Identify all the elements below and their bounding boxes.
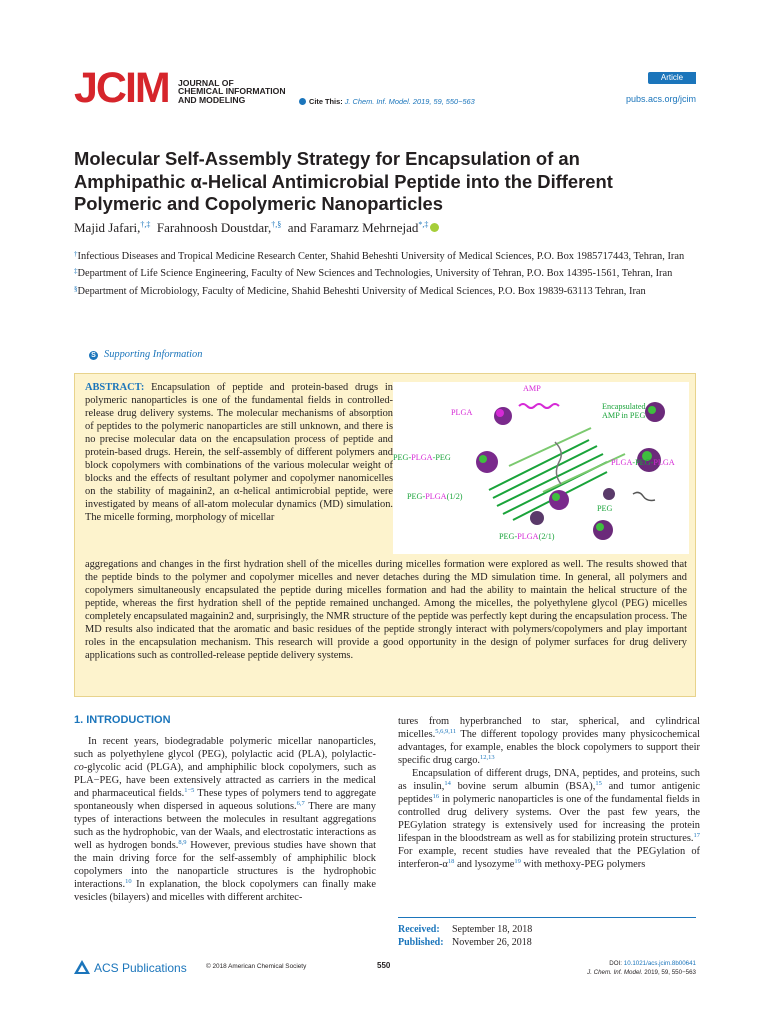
label-plga: PLGA	[451, 408, 473, 417]
author-3[interactable]: and Faramarz Mehrnejad	[287, 220, 419, 235]
amp-helix	[519, 404, 559, 408]
supporting-information-link[interactable]: S Supporting Information	[89, 349, 202, 360]
copyright: © 2018 American Chemical Society	[206, 963, 307, 970]
jcim-logo[interactable]: JCIM	[74, 64, 169, 112]
page-footer	[74, 958, 696, 988]
label-encapsulated: Encapsulated AMP in PEG	[602, 402, 646, 420]
page-number: 550	[377, 961, 391, 970]
citation-link[interactable]: 17	[693, 832, 700, 839]
article-title: Molecular Self-Assembly Strategy for Encapsulation of an Amphipathic α-Helical Antimicrobial Peptide into the Different Polymeric and Copolymeric Nanoparticles	[74, 148, 613, 214]
label-peg-plga-1-2: PEG-PLGA(1/2)	[407, 492, 463, 501]
citation-link[interactable]: 19	[514, 858, 521, 865]
author-2[interactable]: Farahnoosh Doustdar,	[156, 220, 272, 235]
supporting-info-icon: S	[89, 351, 98, 360]
label-amp: AMP	[523, 384, 541, 393]
intro-paragraph-2: Encapsulation of different drugs, DNA, peptides, and proteins, such as insulin,$^{14}$ bovine serum albumin (BSA),$^{15}$ and tumor antigenic peptides$^{16}$ in polymeric nanoparticles is one of the fundamental fields in controlled drug delivery systems. Over the past few years, the PEGylation strategy is extensively used for increasing the protein lifespan in the bloodstream as well as for stabilizing protein structures.$^{17}$ For example, recent studies have revealed that the PEGylation of interferon-$\alpha^{18}$ and lysozyme$^{19}$ with methoxy-PEG polymers	[398, 768, 700, 870]
intro-paragraph-1: In recent years, biodegradable polymeric micellar nanoparticles, such as polyethylene glycol (PEG), polylactic acid (PLA), polylactic-co-glycolic acid (PLGA), and amphiphilic block copolymers, such as PLA−PEG, have been extensively attracted as carriers in the medical and pharmaceutical fields.$^{1-5}$ These types of polymers tend to aggregate spontaneously when dispersed in aqueous solutions.$^{6,7}$ There are many types of interactions between the molecules in resultant aggregations such as the hydrophobic, van der Waals, and electrostatic interactions as well as hydrogen bonds.$^{8,9}$ However, previous studies have shown that the main driving force for the self-assembly of amphiphilic block copolymers into the nanoparticle structures is the hydrophobic interactions.$^{10}$ In explanation, the block copolymers can finally make vesicles (bilayers) and micelles with different architec-	[74, 736, 376, 903]
citation-link[interactable]: 12,13	[480, 754, 495, 761]
affiliations	[74, 250, 696, 302]
citation-link[interactable]: 15	[595, 780, 602, 787]
affiliation-1: †Infectious Diseases and Tropical Medicine Research Center, Shahid Beheshti University of Medical Sciences, P.O. Box 1985717443, Tehran, Iran	[74, 250, 685, 262]
cite-this[interactable]: Cite This: J. Chem. Inf. Model. 2019, 59, 550−563	[299, 97, 475, 106]
citation-link[interactable]: 6,7	[296, 800, 305, 807]
author-list: Majid Jafari,†,‡ Farahnoosh Doustdar,†,§ and Faramarz Mehrnejad*,‡	[74, 220, 694, 236]
section-heading-introduction: 1. INTRODUCTION	[74, 714, 171, 726]
intro-paragraph-1-cont: tures from hyperbranched to star, spherical, and cylindrical micelles.$^{5,6,9,11}$ The different topology provides many physicochemical advantages, for example, enables the block copolymers to support their specific drug cargo.$^{12,13}$	[398, 716, 700, 766]
citation-link[interactable]: 14	[444, 780, 451, 787]
orcid-icon[interactable]	[430, 223, 439, 232]
doi-block: DOI: 10.1021/acs.jcim.8b00641 J. Chem. Inf. Model. 2019, 59, 550−563	[587, 960, 696, 976]
citation-link[interactable]: 1−5	[184, 787, 195, 794]
acs-publications-logo[interactable]: ACS Publications	[74, 960, 187, 975]
published-date: November 26, 2018	[452, 937, 532, 948]
journal-name: JOURNAL OF CHEMICAL INFORMATION AND MODELING	[178, 78, 286, 105]
label-peg-plga-2-1: PEG-PLGA(2/1)	[499, 532, 555, 541]
received-date: September 18, 2018	[452, 924, 533, 935]
chain-1	[633, 492, 655, 500]
author-1[interactable]: Majid Jafari,	[74, 220, 141, 235]
journal-url-link[interactable]: pubs.acs.org/jcim	[625, 94, 696, 104]
doi-link[interactable]: 10.1021/acs.jcim.8b00641	[623, 960, 696, 967]
abstract-text-part1: ABSTRACT: Encapsulation of peptide and protein-based drugs in polymeric nanoparticles is one of the fundamental fields in controlled-release drug delivery systems. The molecular mechanisms of absorption of peptides to the polymeric nanoparticles are still unknown, and there is no precise molecular data on the encapsulation process of peptide and protein-based drugs. Herein, the self-assembly of different polymers and block copolymers with combinations of the various molecular weight of blocks and the effects of resultant polymer and copolymer nanomicelles on the stability of magainin2, an α-helical antimicrobial peptide, were investigated by means of all-atom molecular dynamics (MD) simulation. The micelle forming, morphology of micellar	[85, 382, 393, 523]
abstract-text-part2: aggregations and changes in the first hydration shell of the micelles during micelles formation were explored as well. The results showed that the peptide binds to the polymer and copolymer micelles and never detaches during the MD simulation time. In general, all polymers and copolymers simultaneously encapsulated the peptide during micelles formation and had the ability to maintain the helical structure of the peptide, whereas the first hydration shell of the peptide remained unchanged. Among the micelles, the polyethylene glycol (PEG) micelles completely encapsulated magainin2 and, surprisingly, the NMR structure of the peptide was perfectly kept during the encapsulation process. The MD results also indicated that the aromatic and basic residues of the peptide strongly interact with polymers/copolymers and play important roles in the encapsulation mechanism. This research will provide a good opportunity in the design of polymer surfaces for drug delivery applications such as controlled-release peptide delivery systems.	[85, 559, 687, 661]
affiliation-2: ‡Department of Life Science Engineering, Faculty of New Sciences and Technologies, University of Tehran, P.O. Box 14395-1561, Tehran, Iran	[74, 267, 673, 280]
citation-link[interactable]: 8,9	[178, 839, 187, 846]
publication-dates: Received: September 18, 2018 Published: November 26, 2018	[398, 917, 696, 949]
toc-graphic[interactable]	[393, 382, 689, 554]
citation-link[interactable]: 10	[125, 878, 132, 885]
citation-link[interactable]: 16	[432, 793, 440, 800]
abstract-box	[74, 373, 696, 697]
acs-triangle-icon	[74, 960, 90, 974]
affiliation-3: §Department of Microbiology, Faculty of Medicine, Shahid Beheshti University of Medical Sciences, P.O. Box 19839-63113 Tehran, Iran	[74, 284, 646, 297]
article-type-badge: Article	[648, 72, 696, 84]
body-column-left	[74, 714, 376, 904]
journal-header	[74, 64, 696, 112]
label-peg: PEG	[597, 504, 613, 513]
citation-link[interactable]: 5,6,9,11	[435, 728, 457, 735]
cite-icon	[299, 98, 306, 105]
label-plga-peg-plga: PLGA-PEG-PLGA	[611, 458, 675, 467]
body-column-right	[398, 715, 700, 871]
label-peg-plga-peg: PEG-PLGA-PEG	[393, 453, 451, 462]
citation-link[interactable]: 18	[447, 858, 455, 865]
